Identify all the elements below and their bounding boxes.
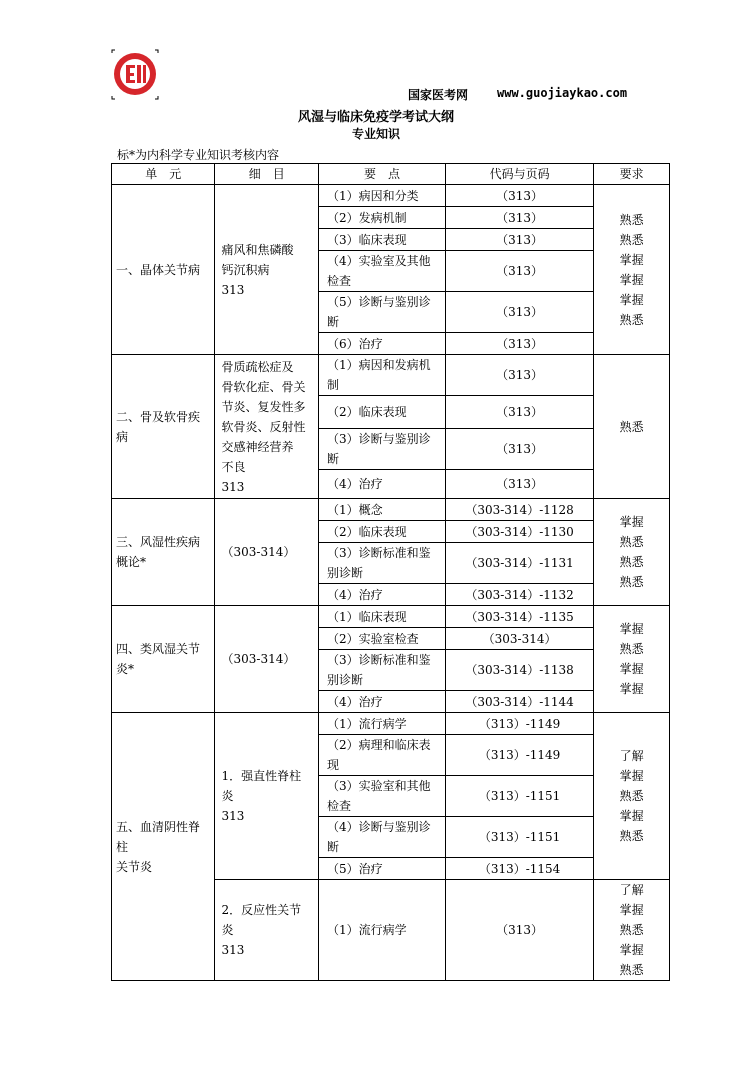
requirement-line: 了解 [619,883,644,897]
unit-cell: 一、晶体关节病 [112,185,215,355]
point-cell: （4）诊断与鉴别诊断 [318,817,445,858]
requirement-line: 熟悉 [619,642,644,656]
syllabus-table [111,163,670,981]
requirement-line: 掌握 [619,272,644,287]
detail-cell [215,355,318,499]
detail-cell [215,880,318,981]
requirement-line: 熟悉 [619,575,644,589]
point-cell: （2）病理和临床表现 [318,735,445,776]
site-name: 国家医考网 [408,88,469,102]
unit-cell: 三、风湿性疾病概论* [112,499,215,606]
header-requirement: 要求 [594,164,670,185]
point-cell: （1）概念 [318,499,445,521]
requirement-line: 掌握 [619,769,644,783]
point-cell: （6）治疗 [318,333,445,355]
requirement-line: 熟悉 [619,923,644,937]
requirement-line: 熟悉 [619,232,644,247]
detail-line: 313 [221,479,245,494]
code-cell: （313）-1149 [445,735,593,776]
requirement-cell [594,185,670,355]
document-title: 风湿与临床免疫学考试大纲 [297,110,454,125]
unit-cell [112,713,215,981]
unit-line: 五、血清阴性脊 [116,819,201,834]
code-cell: （313） [445,251,593,292]
unit-line: 关节炎 [116,859,153,874]
requirement-line: 了解 [619,749,644,763]
detail-cell [215,713,318,880]
code-cell: （303-314）-1128 [445,499,593,521]
requirement-cell [594,713,670,880]
point-cell: （1）病因和分类 [318,185,445,207]
unit-cell: 二、骨及软骨疾病 [112,355,215,499]
requirement-line: 熟悉 [619,212,644,227]
requirement-line: 掌握 [619,682,644,696]
point-cell: （5）治疗 [318,858,445,880]
detail-line: 骨质疏松症及 [221,359,294,374]
code-cell: （313）-1149 [445,713,593,735]
detail-line: 炎 [221,789,234,803]
detail-line: 骨软化症、骨关 [221,379,306,394]
point-cell: （3）临床表现 [318,229,445,251]
point-cell: （3）诊断标准和鉴别诊断 [318,650,445,691]
detail-line: 2．反应性关节 [221,903,302,917]
header-unit: 单 元 [112,164,215,185]
requirement-line: 熟悉 [619,312,644,327]
code-cell: （313） [445,292,593,333]
header-detail: 细 目 [215,164,318,185]
requirement-cell: 熟悉 [594,355,670,499]
table-row [112,499,670,521]
site-url: www.guojiaykao.com [497,86,628,100]
requirement-line: 熟悉 [619,535,644,549]
code-cell: （313） [445,333,593,355]
document-subtitle: 专业知识 [351,127,400,141]
point-cell: （1）流行病学 [318,880,445,981]
header-point: 要 点 [318,164,445,185]
requirement-line: 熟悉 [619,963,644,977]
detail-line: 软骨炎、反射性 [221,419,306,434]
code-cell: （303-314）-1135 [445,606,593,628]
requirement-cell [594,606,670,713]
unit-cell: 四、类风湿关节炎* [112,606,215,713]
code-cell: （313） [445,355,593,396]
code-cell: （313）-1151 [445,817,593,858]
point-cell: （4）治疗 [318,691,445,713]
point-cell: （2）临床表现 [318,396,445,429]
code-cell: （313） [445,229,593,251]
requirement-line: 掌握 [619,809,644,823]
point-cell: （3）诊断与鉴别诊断 [318,429,445,470]
point-cell: （4）治疗 [318,470,445,499]
code-cell: （313） [445,880,593,981]
requirement-line: 掌握 [619,903,644,917]
detail-line: 313 [221,282,245,297]
guojia-yikao-logo-icon [111,49,159,100]
requirement-line: 熟悉 [619,555,644,569]
code-cell: （313）-1154 [445,858,593,880]
code-cell: （303-314）-1144 [445,691,593,713]
unit-line: 柱 [116,839,129,854]
requirement-line: 掌握 [619,515,644,529]
point-cell: （2）实验室检查 [318,628,445,650]
code-cell: （313） [445,185,593,207]
requirement-cell [594,880,670,981]
point-cell: （1）流行病学 [318,713,445,735]
detail-cell: （303-314） [215,606,318,713]
detail-line: 钙沉积病 [221,262,270,277]
table-row [112,606,670,628]
detail-line: 313 [221,809,245,823]
requirement-line: 掌握 [619,622,644,636]
detail-line: 节炎、复发性多 [221,399,306,414]
requirement-line: 熟悉 [619,789,644,803]
table-row [112,713,670,735]
detail-line: 1．强直性脊柱 [221,769,302,783]
requirement-line: 掌握 [619,943,644,957]
code-cell: （303-314）-1138 [445,650,593,691]
code-cell: （303-314）-1132 [445,584,593,606]
table-header-row [112,164,670,185]
detail-line: 痛风和焦磷酸 [221,242,294,257]
table-row [112,185,670,207]
requirement-line: 掌握 [619,252,644,267]
point-cell: （3）诊断标准和鉴别诊断 [318,543,445,584]
detail-cell [215,185,318,355]
point-cell: （5）诊断与鉴别诊断 [318,292,445,333]
point-cell: （1）病因和发病机制 [318,355,445,396]
code-cell: （313） [445,429,593,470]
code-cell: （313） [445,207,593,229]
code-cell: （313） [445,396,593,429]
table-row [112,355,670,396]
point-cell: （4）实验室及其他检查 [318,251,445,292]
code-cell: （313）-1151 [445,776,593,817]
code-cell: （303-314） [445,628,593,650]
detail-cell: （303-314） [215,499,318,606]
note-text: 标*为内科学专业知识考核内容 [117,148,280,162]
detail-line: 交感神经营养 [221,439,294,454]
requirement-cell [594,499,670,606]
point-cell: （3）实验室和其他检查 [318,776,445,817]
code-cell: （303-314）-1131 [445,543,593,584]
requirement-line: 掌握 [619,662,644,676]
point-cell: （1）临床表现 [318,606,445,628]
point-cell: （2）临床表现 [318,521,445,543]
detail-line: 不良 [221,459,246,474]
header-code: 代码与页码 [445,164,593,185]
requirement-line: 熟悉 [619,829,644,843]
point-cell: （4）治疗 [318,584,445,606]
requirement-line: 掌握 [619,292,644,307]
detail-line: 313 [221,943,245,957]
point-cell: （2）发病机制 [318,207,445,229]
detail-line: 炎 [221,923,234,937]
code-cell: （303-314）-1130 [445,521,593,543]
code-cell: （313） [445,470,593,499]
